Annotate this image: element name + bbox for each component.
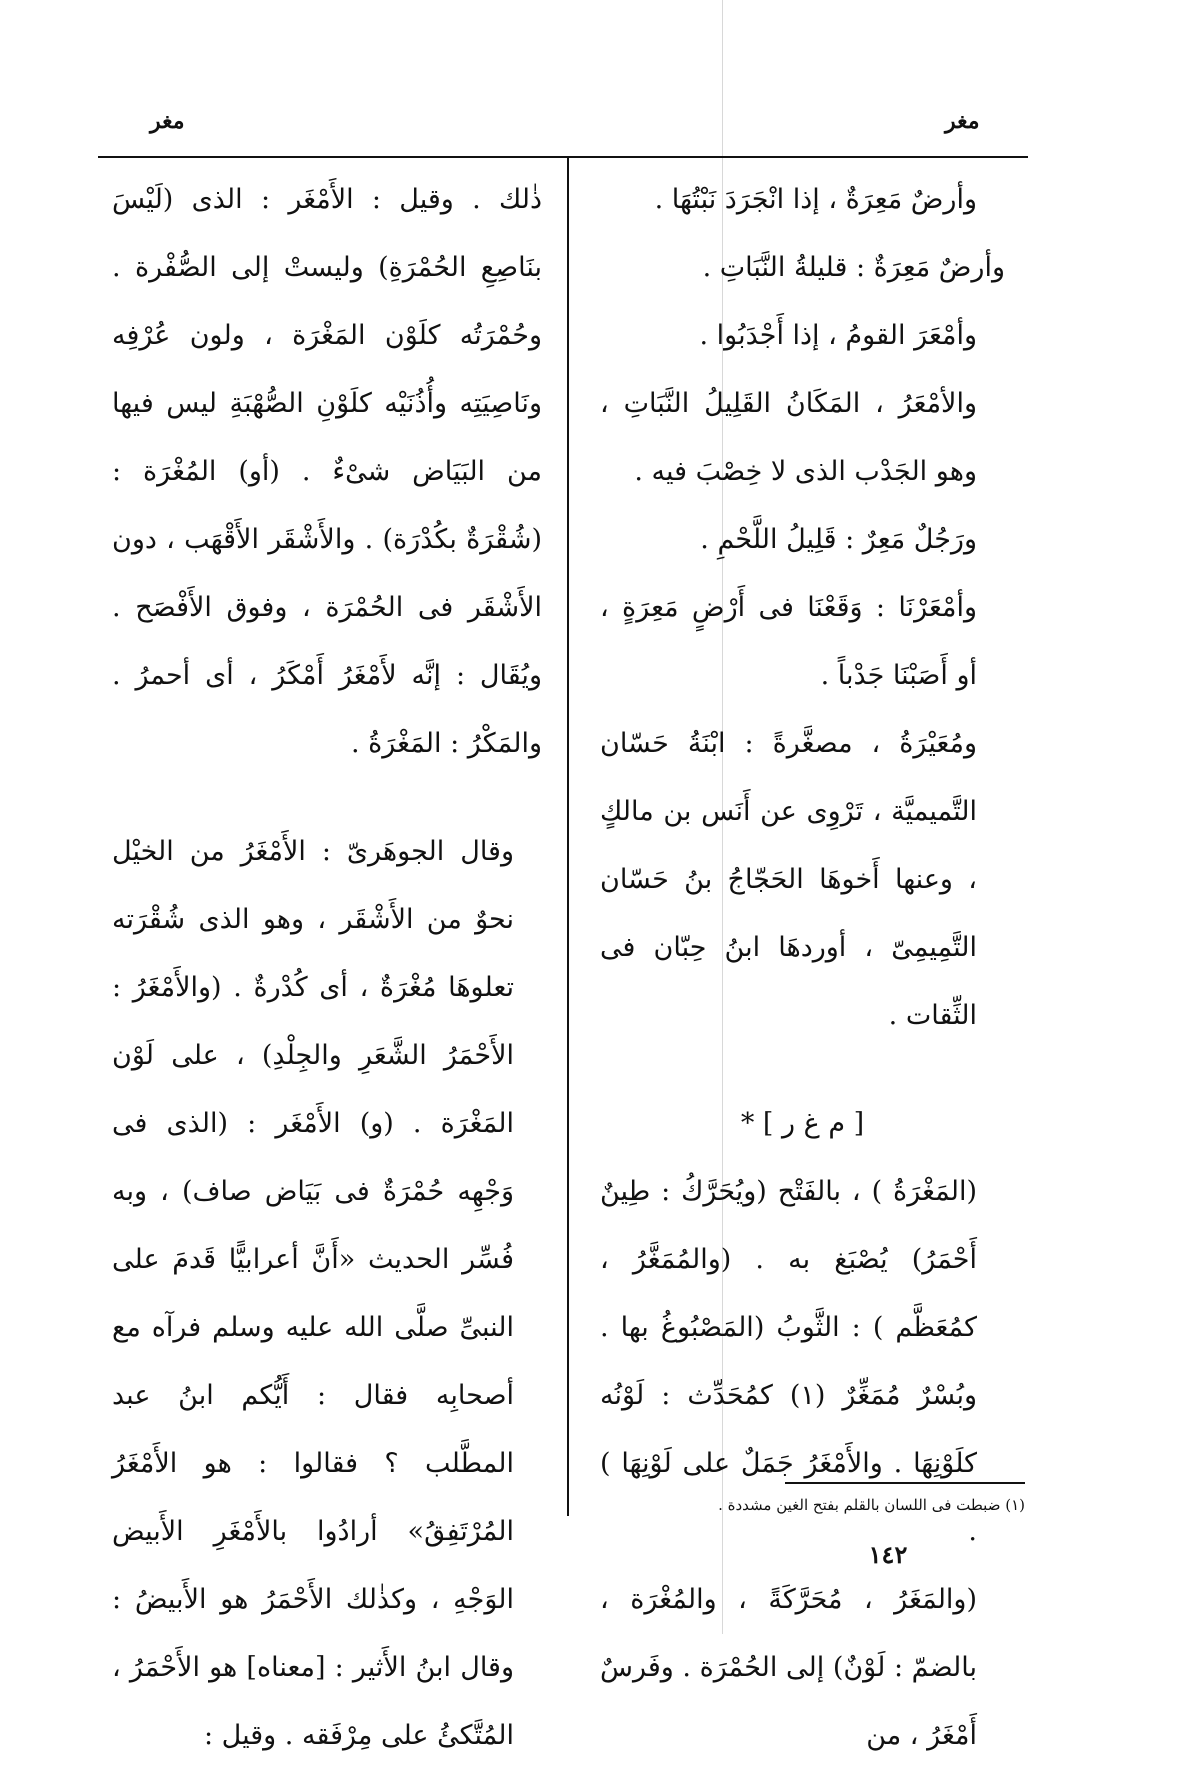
entry-paragraph: وأمْعَرْنَا : وَقَعْنَا فى أَرْضٍ مَعِرَةٍ ، أو أَصَبْنَا جَدْباً . [600,592,977,691]
left-column [112,166,542,1770]
entry-paragraph: ورَجُلٌ مَعِرٌ : قَلِيلُ اللَّحْمِ . [700,524,977,555]
column-divider [567,158,569,1516]
right-column [600,166,1005,1770]
footnote: (١) ضبطت فى اللسان بالقلم بفتح الغين مشددة . [718,1496,1025,1514]
entry-paragraph: وأمْعَرَ القومُ ، إذا أَجْدَبُوا . [699,320,977,351]
entry-paragraph: (والمَغَرُ ، مُحَرَّكَةً ، والمُغْرَة ، بالضمّ : لَوْنٌ) إلى الحُمْرَة . وفَرسٌ أَمْغَرُ ، من [600,1584,977,1751]
spacer [600,1050,1005,1090]
entry-paragraph: ومُعَيْرَةُ ، مصغَّرةً : ابْنَةُ حَسّان التَّميميَّة ، تَرْوِى عن أَنَس بن مالكٍ ، وعنها أَخوهَا الحَجّاجُ بنُ حَسّان التَّمِيمِىّ ، أوردهَا ابنُ حِبّان فى الثِّقات . [600,728,977,1031]
section-heading: [ م غ ر ] * [740,1108,865,1139]
entry-paragraph: وقال الجوهَرىّ : الأَمْغَرُ من الخيْل نحوٌ من الأَشْقَر ، وهو الذى شُقْرَته تعلوهَا مُغْرَةٌ ، أى كُدْرةٌ . (والأَمْغَرُ : الأَحْمَرُ الشَّعَرِ والجِلْدِ) ، على لَوْن المَغْرَة . (و) الأَمْغَر : (الذى فى وَجْهِه حُمْرَةٌ فى بَيَاض صاف) ، وبه فُسِّر الحديث «أَنَّ أعرابيًّا قَدمَ على النبىِّ صلَّى الله عليه وسلم فرآه مع أصحابِه فقال : أَيُّكم ابنُ عبد المطَّلب ؟ فقالوا : هو الأَمْغَرُ المُرْتَفِقُ» أرادُوا بالأَمْغَرِ الأَبيض الوَجْهِ ، وكذٰلك الأَحْمَرُ هو الأَبيضُ : وقال ابنُ الأَثير : [معناه] هو الأَحْمَرُ ، المُتَّكئُ على مِرْفَقه . وقيل : [112,836,514,1751]
running-head-right: مغر [945,108,980,134]
entry-paragraph: وأرضٌ مَعِرَةٌ : قليلةُ النَّبَاتِ . [702,252,1005,283]
header-rule [98,156,1028,158]
page-number: ١٤٢ [868,1540,908,1569]
entry-paragraph: والأمْعَرُ ، المَكَانُ القَلِيلُ النَّبَاتِ ، وهو الجَدْب الذى لا خِصْبَ فيه . [600,388,977,487]
entry-paragraph: (المَغْرَةُ ) ، بالفَتْح (ويُحَرَّكُ : طِينٌ أَحْمَرُ) يُصْبَغ به . (والمُمَغَّرُ ، كمُعَظَّم ) : الثَّوبُ (المَصْبُوغُ بها . وبُسْرٌ مُمَغِّرٌ (١) كمُحَدِّث : لَوْنُه كلَوْنِهَا . والأَمْغَرُ جَمَلٌ على لَوْنِهَا ) . [600,1176,977,1547]
running-head-left: مغر [150,108,185,134]
spacer [112,778,542,818]
entry-paragraph: وأرضٌ مَعِرَةٌ ، إذا انْجَرَدَ نَبْتُهَا . [654,184,977,215]
footnote-rule [785,1482,1025,1484]
entry-paragraph: ذٰلك . وقيل : الأَمْغَر : الذى (لَيْسَ بنَاصِعِ الحُمْرَةِ) وليستْ إلى الصُّفْرة . وحُمْرَتُه كلَوْن المَغْرَة ، ولون عُرْفِه ونَاصِيَتِه وأُذُنَيْه كلَوْنِ الصُّهْبَةِ ليس فيها من البَيَاض شىْءٌ . (أو) المُغْرَة : (شُقْرَةٌ بكُدْرَة) . والأَشْقَر الأَقْهَب ، دون الأَشْقَر فى الحُمْرَة ، وفوق الأَفْصَح . ويُقَال : إنَّه لأَمْغَرُ أَمْكَرُ ، أى أحمرُ . والمَكْرُ : المَغْرَةُ . [112,184,542,759]
